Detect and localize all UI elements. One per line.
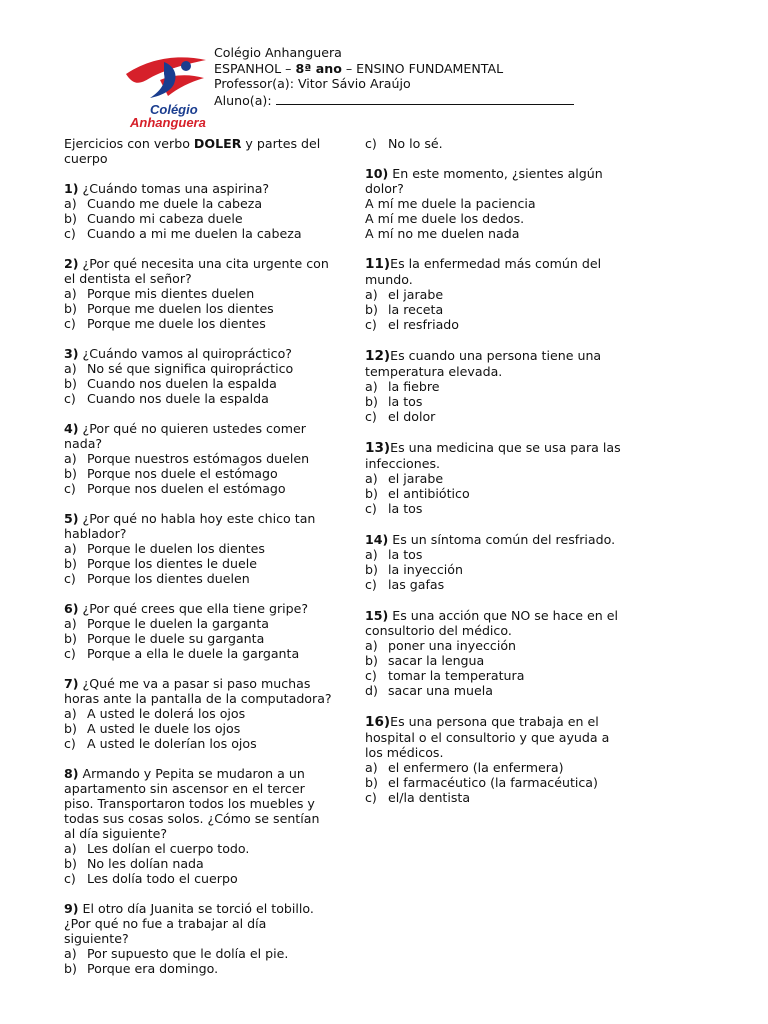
option-letter: a)	[365, 287, 378, 302]
option-text: Porque mis dientes duelen	[87, 286, 255, 301]
answer-option[interactable]	[64, 841, 332, 856]
option-text: Porque los dientes duelen	[87, 571, 250, 586]
school-logo	[120, 44, 216, 130]
option-text: A usted le duele los ojos	[87, 721, 241, 736]
question-text: ¿Por qué crees que ella tiene gripe?	[78, 601, 309, 616]
course-grade: 8ª ano	[295, 60, 342, 76]
option-text: Cuando me duele la cabeza	[87, 196, 263, 211]
answer-option[interactable]	[365, 471, 627, 486]
question-text: ¿Por qué no quieren ustedes comer nada?	[64, 421, 306, 451]
option-text: Cuando nos duele la espalda	[87, 391, 269, 406]
option-letter: a)	[64, 196, 77, 211]
answer-option[interactable]	[365, 775, 627, 790]
question-number: 1)	[64, 181, 79, 196]
option-text: Cuando nos duelen la espalda	[87, 376, 277, 391]
option-text: Porque me duele los dientes	[87, 316, 266, 331]
option-letter: b)	[365, 562, 378, 577]
option-letter: c)	[365, 317, 377, 332]
question-12	[365, 348, 627, 424]
option-text: Porque a ella le duele la garganta	[87, 646, 300, 661]
option-text: tomar la temperatura	[388, 668, 525, 683]
option-letter: c)	[64, 226, 76, 241]
option-letter: c)	[64, 481, 76, 496]
answer-line[interactable]: A mí me duele los dedos.	[365, 211, 525, 226]
option-text: Les dolía todo el cuerpo	[87, 871, 238, 886]
student-line	[214, 92, 574, 109]
answer-option[interactable]	[64, 571, 332, 586]
question-stem	[365, 166, 627, 196]
question-number: 2)	[64, 256, 79, 271]
question-10	[365, 166, 627, 241]
logo-head	[181, 61, 191, 71]
course-subject: ESPANHOL –	[214, 60, 296, 76]
option-letter: b)	[64, 376, 77, 391]
question-number: 7)	[64, 676, 79, 691]
question-14	[365, 532, 627, 592]
answer-option[interactable]	[64, 391, 332, 406]
option-text: Porque era domingo.	[87, 961, 219, 976]
option-letter: b)	[64, 466, 77, 481]
option-text: No lo sé.	[388, 136, 443, 151]
answer-option[interactable]	[64, 211, 332, 226]
option-text: Por supuesto que le dolía el pie.	[87, 946, 289, 961]
question-number: 14)	[365, 532, 389, 547]
student-name-blank[interactable]	[276, 92, 574, 105]
answer-option[interactable]	[365, 501, 627, 516]
question-text: Es una persona que trabaja en el hospital o el consultorio y que ayuda a los médicos.	[365, 714, 610, 760]
option-letter: a)	[365, 547, 378, 562]
answer-option[interactable]	[365, 562, 627, 577]
option-letter: c)	[365, 577, 377, 592]
answer-option[interactable]	[64, 871, 332, 886]
answer-option[interactable]	[365, 394, 627, 409]
question-number: 10)	[365, 166, 389, 181]
course-line	[214, 61, 574, 77]
option-letter: b)	[64, 556, 77, 571]
question-stem	[365, 608, 627, 638]
question-5	[64, 511, 332, 586]
option-text: Porque los dientes le duele	[87, 556, 257, 571]
option-letter: b)	[365, 653, 378, 668]
option-letter: a)	[64, 541, 77, 556]
answer-option[interactable]	[64, 286, 332, 301]
question-number: 12)	[365, 348, 391, 364]
answer-option[interactable]	[365, 790, 627, 805]
question-16	[365, 714, 627, 805]
question-11	[365, 256, 627, 332]
question-stem	[64, 766, 332, 841]
answer-option[interactable]	[64, 556, 332, 571]
question-number: 4)	[64, 421, 79, 436]
option-text: el jarabe	[388, 287, 444, 302]
question-text: ¿Qué me va a pasar si paso muchas horas ante la pantalla de la computadora?	[64, 676, 332, 706]
option-text: Porque le duelen los dientes	[87, 541, 265, 556]
question-3	[64, 346, 332, 406]
question-text: ¿Por qué no habla hoy este chico tan hablador?	[64, 511, 316, 541]
question-text: Es cuando una persona tiene una temperatura elevada.	[365, 348, 602, 379]
question-13	[365, 440, 627, 516]
option-text: sacar la lengua	[388, 653, 485, 668]
answer-option[interactable]	[365, 638, 627, 653]
option-letter: b)	[64, 211, 77, 226]
option-letter: a)	[365, 379, 378, 394]
option-text: Porque nos duelen el estómago	[87, 481, 286, 496]
option-letter: a)	[64, 451, 77, 466]
teacher-line: Professor(a): Vitor Sávio Araújo	[214, 76, 411, 91]
option-letter: c)	[64, 646, 76, 661]
option-text: Les dolían el cuerpo todo.	[87, 841, 250, 856]
answer-option[interactable]	[365, 287, 627, 302]
student-label: Aluno(a):	[214, 92, 276, 108]
option-text: el/la dentista	[388, 790, 471, 805]
question-number: 13)	[365, 440, 391, 456]
option-letter: b)	[64, 301, 77, 316]
exercise-intro	[64, 136, 332, 166]
answer-option[interactable]	[365, 653, 627, 668]
question-2	[64, 256, 332, 331]
option-letter: c)	[64, 391, 76, 406]
answer-option[interactable]	[64, 616, 332, 631]
answer-option[interactable]	[64, 301, 332, 316]
header-text	[214, 45, 574, 108]
answer-option[interactable]	[64, 541, 332, 556]
option-text: el dolor	[388, 409, 436, 424]
answer-option[interactable]	[365, 136, 627, 151]
question-stem	[64, 511, 332, 541]
question-text: Es la enfermedad más común del mundo.	[365, 256, 602, 287]
question-number: 9)	[64, 901, 79, 916]
option-letter: c)	[64, 871, 76, 886]
intro-pre: Ejercicios con verbo	[64, 136, 194, 151]
question-1	[64, 181, 332, 241]
option-text: la receta	[388, 302, 444, 317]
question-8	[64, 766, 332, 886]
option-text: la tos	[388, 394, 423, 409]
question-stem	[64, 421, 332, 451]
question-number: 6)	[64, 601, 79, 616]
option-text: el jarabe	[388, 471, 444, 486]
answer-option[interactable]	[365, 379, 627, 394]
answer-option[interactable]	[64, 856, 332, 871]
answer-option[interactable]	[64, 721, 332, 736]
option-text: No les dolían nada	[87, 856, 204, 871]
option-letter: a)	[64, 706, 77, 721]
option-text: Cuando mi cabeza duele	[87, 211, 243, 226]
answer-option[interactable]	[365, 317, 627, 332]
option-letter: c)	[64, 736, 76, 751]
option-letter: b)	[64, 856, 77, 871]
answer-line[interactable]: A mí me duele la paciencia	[365, 196, 536, 211]
answer-option[interactable]	[365, 760, 627, 775]
answer-option[interactable]	[64, 961, 332, 976]
question-stem	[365, 440, 627, 471]
question-stem	[365, 348, 627, 379]
answer-option[interactable]	[64, 196, 332, 211]
question-4	[64, 421, 332, 496]
answer-option[interactable]	[64, 451, 332, 466]
question-stem	[365, 532, 627, 547]
option-text: la tos	[388, 501, 423, 516]
answer-option[interactable]	[64, 361, 332, 376]
option-letter: a)	[365, 760, 378, 775]
question-6	[64, 601, 332, 661]
answer-option[interactable]	[64, 466, 332, 481]
option-letter: d)	[365, 683, 378, 698]
question-number: 8)	[64, 766, 79, 781]
option-letter: a)	[365, 471, 378, 486]
intro-post: y partes del cuerpo	[64, 136, 321, 166]
option-text: Porque nos duele el estómago	[87, 466, 278, 481]
question-stem	[365, 714, 627, 760]
option-text: A usted le dolerían los ojos	[87, 736, 257, 751]
option-letter: c)	[64, 571, 76, 586]
option-text: poner una inyección	[388, 638, 517, 653]
answer-line[interactable]: A mí no me duelen nada	[365, 226, 520, 241]
logo-text-line1: Colégio	[150, 102, 198, 117]
logo-text-line2: Anhanguera	[130, 115, 206, 130]
option-text: A usted le dolerá los ojos	[87, 706, 246, 721]
question-number: 11)	[365, 256, 391, 272]
page-header	[0, 0, 768, 130]
option-letter: a)	[64, 616, 77, 631]
answer-option[interactable]	[64, 706, 332, 721]
option-letter: b)	[365, 775, 378, 790]
option-text: Porque le duele su garganta	[87, 631, 265, 646]
option-text: No sé que significa quiropráctico	[87, 361, 294, 376]
question-text: ¿Cuándo vamos al quiropráctico?	[78, 346, 292, 361]
option-letter: b)	[64, 961, 77, 976]
option-text: el farmacéutico (la farmacéutica)	[388, 775, 598, 790]
option-letter: a)	[64, 841, 77, 856]
school-name: Colégio Anhanguera	[214, 45, 342, 60]
option-letter: c)	[365, 501, 377, 516]
answer-option[interactable]	[365, 409, 627, 424]
question-text: En este momento, ¿sientes algún dolor?	[365, 166, 603, 196]
answer-option[interactable]	[64, 946, 332, 961]
answer-option[interactable]	[64, 481, 332, 496]
question-text: Armando y Pepita se mudaron a un apartamento sin ascensor en el tercer piso. Transportaron todos los muebles y todas sus cosas solos. ¿Cómo se sentían al día siguiente?	[64, 766, 320, 841]
intro-verb: DOLER	[193, 136, 242, 151]
question-text: El otro día Juanita se torció el tobillo. ¿Por qué no fue a trabajar al día siguiente?	[64, 901, 314, 946]
option-letter: b)	[365, 486, 378, 501]
option-text: sacar una muela	[388, 683, 493, 698]
question-stem	[64, 601, 332, 616]
answer-option[interactable]	[365, 486, 627, 501]
option-text: Porque nuestros estómagos duelen	[87, 451, 310, 466]
option-letter: b)	[64, 721, 77, 736]
question-9-continued	[365, 136, 627, 151]
question-text: Es un síntoma común del resfriado.	[388, 532, 616, 547]
option-text: el antibiótico	[388, 486, 470, 501]
question-text: Es una medicina que se usa para las infecciones.	[365, 440, 621, 471]
question-text: Es una acción que NO se hace en el consultorio del médico.	[365, 608, 618, 638]
left-column	[64, 136, 332, 991]
answer-option[interactable]	[64, 646, 332, 661]
question-stem	[64, 676, 332, 706]
question-stem	[365, 256, 627, 287]
option-letter: a)	[365, 638, 378, 653]
question-9	[64, 901, 332, 976]
option-text: el resfriado	[388, 317, 459, 332]
option-letter: c)	[365, 790, 377, 805]
answer-option[interactable]	[64, 316, 332, 331]
answer-option[interactable]	[64, 631, 332, 646]
option-letter: a)	[64, 286, 77, 301]
question-stem	[64, 181, 332, 196]
question-text: ¿Cuándo tomas una aspirina?	[78, 181, 270, 196]
option-letter: b)	[365, 394, 378, 409]
question-stem	[64, 346, 332, 361]
option-letter: b)	[365, 302, 378, 317]
option-text: el enfermero (la enfermera)	[388, 760, 564, 775]
option-letter: c)	[365, 668, 377, 683]
question-stem	[64, 901, 332, 946]
option-letter: c)	[64, 316, 76, 331]
option-text: Porque le duelen la garganta	[87, 616, 269, 631]
question-number: 3)	[64, 346, 79, 361]
answer-option[interactable]	[365, 683, 627, 698]
option-text: la tos	[388, 547, 423, 562]
question-7	[64, 676, 332, 751]
answer-option[interactable]	[365, 547, 627, 562]
right-column	[365, 136, 627, 821]
answer-option[interactable]	[64, 376, 332, 391]
option-letter: b)	[64, 631, 77, 646]
option-letter: c)	[365, 136, 377, 151]
answer-option[interactable]	[64, 226, 332, 241]
question-stem	[64, 256, 332, 286]
question-text: ¿Por qué necesita una cita urgente con el dentista el señor?	[64, 256, 329, 286]
answer-option[interactable]	[365, 668, 627, 683]
course-level: – ENSINO FUNDAMENTAL	[341, 60, 504, 76]
question-15	[365, 608, 627, 698]
answer-option[interactable]	[365, 302, 627, 317]
question-number: 15)	[365, 608, 389, 623]
option-text: la fiebre	[388, 379, 440, 394]
answer-option[interactable]	[64, 736, 332, 751]
option-text: las gafas	[388, 577, 445, 592]
question-number: 5)	[64, 511, 79, 526]
option-letter: a)	[64, 946, 77, 961]
question-number: 16)	[365, 714, 391, 730]
option-letter: a)	[64, 361, 77, 376]
option-text: Porque me duelen los dientes	[87, 301, 274, 316]
answer-option[interactable]	[365, 577, 627, 592]
option-text: la inyección	[388, 562, 463, 577]
option-letter: c)	[365, 409, 377, 424]
option-text: Cuando a mi me duelen la cabeza	[87, 226, 302, 241]
